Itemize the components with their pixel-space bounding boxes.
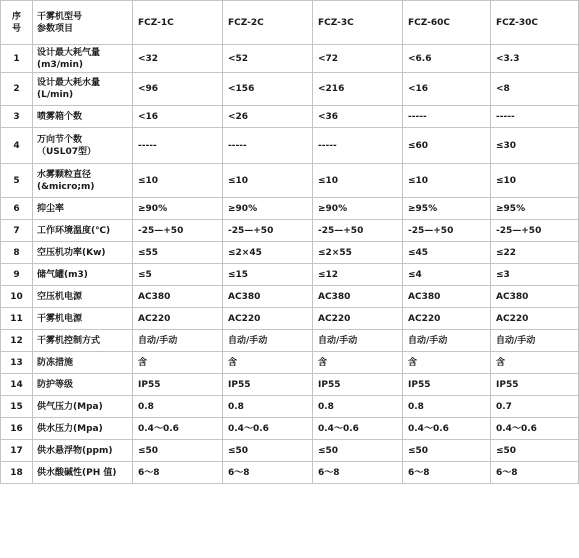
param-name: 防护等级 <box>37 379 74 390</box>
param-name: 设计最大耗水量 <box>37 78 101 88</box>
value-cell: ≥90% <box>133 198 223 220</box>
param-name: 供气压力(Mpa) <box>37 401 103 412</box>
param-name: 万向节个数 <box>37 134 83 145</box>
row-number: 6 <box>1 198 33 220</box>
param-cell <box>33 264 133 286</box>
param-cell <box>33 418 133 440</box>
row-number: 10 <box>1 286 33 308</box>
value-cell: ----- <box>403 106 491 128</box>
table-row <box>1 128 579 164</box>
value-cell: ≤22 <box>491 242 579 264</box>
value-cell: ≤60 <box>403 128 491 164</box>
table-row <box>1 242 579 264</box>
value-cell: ≥95% <box>403 198 491 220</box>
value-cell: 0.4～0.6 <box>313 418 403 440</box>
param-cell <box>33 106 133 128</box>
table-row <box>1 418 579 440</box>
param-cell <box>33 73 133 106</box>
param-unit: （USL07型） <box>37 146 97 157</box>
param-cell <box>33 242 133 264</box>
row-number: 17 <box>1 440 33 462</box>
param-cell <box>33 374 133 396</box>
value-cell: AC380 <box>403 286 491 308</box>
param-name: 干雾机电源 <box>37 313 83 324</box>
value-cell: <36 <box>313 106 403 128</box>
value-cell: 自动/手动 <box>313 330 403 352</box>
row-number: 2 <box>1 73 33 106</box>
param-cell <box>33 128 133 164</box>
value-cell: AC220 <box>403 308 491 330</box>
value-cell: IP55 <box>133 374 223 396</box>
value-cell: ≤3 <box>491 264 579 286</box>
row-number: 18 <box>1 462 33 484</box>
value-cell: 6～8 <box>491 462 579 484</box>
model-header-1: FCZ-1C <box>133 1 223 45</box>
param-name: 喷雾箱个数 <box>37 111 83 122</box>
value-cell: 含 <box>133 352 223 374</box>
value-cell: ≤10 <box>491 164 579 198</box>
value-cell: ≤4 <box>403 264 491 286</box>
table-row <box>1 286 579 308</box>
param-name: 抑尘率 <box>37 203 65 214</box>
param-name: 防冻措施 <box>37 357 74 368</box>
value-cell: -25—+50 <box>403 220 491 242</box>
table-row <box>1 264 579 286</box>
header-row <box>1 1 579 45</box>
value-cell: 自动/手动 <box>403 330 491 352</box>
row-number: 14 <box>1 374 33 396</box>
param-name: 供水酸碱性(PH 值) <box>37 467 117 478</box>
model-header-5: FCZ-30C <box>491 1 579 45</box>
value-cell: ≥90% <box>223 198 313 220</box>
value-cell: 6～8 <box>403 462 491 484</box>
value-cell: AC380 <box>491 286 579 308</box>
value-cell: ≤15 <box>223 264 313 286</box>
param-name: 空压机功率(Kw) <box>37 247 106 258</box>
param-cell <box>33 164 133 198</box>
value-cell: <216 <box>313 73 403 106</box>
table-row <box>1 462 579 484</box>
value-cell: ----- <box>313 128 403 164</box>
param-name: 储气罐(m3) <box>37 269 88 280</box>
header-param-label-2: 参数项目 <box>37 23 74 34</box>
param-name: 供水压力(Mpa) <box>37 423 103 434</box>
model-header-3: FCZ-3C <box>313 1 403 45</box>
header-no-label-2: 号 <box>11 23 21 34</box>
value-cell: IP55 <box>313 374 403 396</box>
param-cell <box>33 330 133 352</box>
header-no-cell <box>1 1 33 45</box>
value-cell: ≤50 <box>313 440 403 462</box>
value-cell: IP55 <box>403 374 491 396</box>
value-cell: ≤10 <box>403 164 491 198</box>
row-number: 4 <box>1 128 33 164</box>
value-cell: 自动/手动 <box>491 330 579 352</box>
table-row <box>1 440 579 462</box>
param-name: 水雾颗粒直径 <box>37 169 92 180</box>
value-cell: 6～8 <box>223 462 313 484</box>
value-cell: <52 <box>223 45 313 73</box>
value-cell: 0.4～0.6 <box>133 418 223 440</box>
param-cell <box>33 352 133 374</box>
value-cell: AC220 <box>491 308 579 330</box>
value-cell: <32 <box>133 45 223 73</box>
value-cell: ----- <box>133 128 223 164</box>
value-cell: 自动/手动 <box>223 330 313 352</box>
value-cell: 含 <box>403 352 491 374</box>
param-cell <box>33 308 133 330</box>
param-cell <box>33 440 133 462</box>
value-cell: -25—+50 <box>313 220 403 242</box>
row-number: 1 <box>1 45 33 73</box>
value-cell: 0.8 <box>313 396 403 418</box>
row-number: 9 <box>1 264 33 286</box>
value-cell: 0.4～0.6 <box>223 418 313 440</box>
value-cell: 0.8 <box>223 396 313 418</box>
value-cell: <26 <box>223 106 313 128</box>
table-row <box>1 396 579 418</box>
value-cell: <3.3 <box>491 45 579 73</box>
value-cell: ≤30 <box>491 128 579 164</box>
header-param-label-1: 干雾机型号 <box>37 11 83 22</box>
value-cell: 0.7 <box>491 396 579 418</box>
value-cell: AC220 <box>313 308 403 330</box>
param-cell <box>33 286 133 308</box>
value-cell: AC380 <box>313 286 403 308</box>
table-row <box>1 308 579 330</box>
value-cell: <6.6 <box>403 45 491 73</box>
value-cell: -25—+50 <box>491 220 579 242</box>
value-cell: AC380 <box>133 286 223 308</box>
value-cell: ≤50 <box>403 440 491 462</box>
row-number: 11 <box>1 308 33 330</box>
value-cell: <16 <box>133 106 223 128</box>
table-row <box>1 352 579 374</box>
param-cell <box>33 396 133 418</box>
value-cell: 含 <box>491 352 579 374</box>
table-row <box>1 374 579 396</box>
header-param-cell <box>33 1 133 45</box>
param-name: 设计最大耗气量 <box>37 47 101 58</box>
value-cell: ≥90% <box>313 198 403 220</box>
model-header-2: FCZ-2C <box>223 1 313 45</box>
param-name: 干雾机控制方式 <box>37 335 101 346</box>
param-cell <box>33 198 133 220</box>
value-cell: <72 <box>313 45 403 73</box>
value-cell: 0.8 <box>403 396 491 418</box>
value-cell: ----- <box>491 106 579 128</box>
value-cell: ----- <box>223 128 313 164</box>
table-row <box>1 198 579 220</box>
param-cell <box>33 45 133 73</box>
value-cell: ≥95% <box>491 198 579 220</box>
param-name: 工作环境温度(℃) <box>37 225 111 236</box>
row-number: 16 <box>1 418 33 440</box>
value-cell: AC380 <box>223 286 313 308</box>
value-cell: ≤2×45 <box>223 242 313 264</box>
value-cell: IP55 <box>491 374 579 396</box>
value-cell: 6～8 <box>133 462 223 484</box>
table-row <box>1 45 579 73</box>
value-cell: 含 <box>223 352 313 374</box>
row-number: 3 <box>1 106 33 128</box>
value-cell: -25—+50 <box>223 220 313 242</box>
value-cell: ≤50 <box>133 440 223 462</box>
param-unit: (&micro;m) <box>37 181 95 192</box>
value-cell: ≤55 <box>133 242 223 264</box>
value-cell: ≤10 <box>223 164 313 198</box>
row-number: 5 <box>1 164 33 198</box>
table-row <box>1 164 579 198</box>
header-no-label-1: 序 <box>11 11 21 22</box>
value-cell: ≤10 <box>313 164 403 198</box>
value-cell: ≤10 <box>133 164 223 198</box>
value-cell: ≤5 <box>133 264 223 286</box>
value-cell: ≤45 <box>403 242 491 264</box>
value-cell: AC220 <box>223 308 313 330</box>
value-cell: 0.8 <box>133 396 223 418</box>
row-number: 12 <box>1 330 33 352</box>
value-cell: 含 <box>313 352 403 374</box>
row-number: 13 <box>1 352 33 374</box>
row-number: 7 <box>1 220 33 242</box>
value-cell: <96 <box>133 73 223 106</box>
value-cell: <156 <box>223 73 313 106</box>
param-unit: (m3/min) <box>37 59 84 70</box>
param-cell <box>33 462 133 484</box>
value-cell: <16 <box>403 73 491 106</box>
param-cell <box>33 220 133 242</box>
value-cell: 0.4～0.6 <box>491 418 579 440</box>
model-header-4: FCZ-60C <box>403 1 491 45</box>
table-row <box>1 106 579 128</box>
param-name: 供水悬浮物(ppm) <box>37 445 113 456</box>
value-cell: 6～8 <box>313 462 403 484</box>
value-cell: ≤50 <box>223 440 313 462</box>
value-cell: ≤12 <box>313 264 403 286</box>
value-cell: <8 <box>491 73 579 106</box>
value-cell: ≤2×55 <box>313 242 403 264</box>
value-cell: ≤50 <box>491 440 579 462</box>
value-cell: AC220 <box>133 308 223 330</box>
value-cell: 自动/手动 <box>133 330 223 352</box>
row-number: 8 <box>1 242 33 264</box>
row-number: 15 <box>1 396 33 418</box>
table-row <box>1 330 579 352</box>
param-unit: (L/min) <box>37 90 74 100</box>
table-row <box>1 220 579 242</box>
value-cell: -25—+50 <box>133 220 223 242</box>
value-cell: IP55 <box>223 374 313 396</box>
value-cell: 0.4～0.6 <box>403 418 491 440</box>
param-name: 空压机电源 <box>37 291 83 302</box>
table-row <box>1 73 579 106</box>
